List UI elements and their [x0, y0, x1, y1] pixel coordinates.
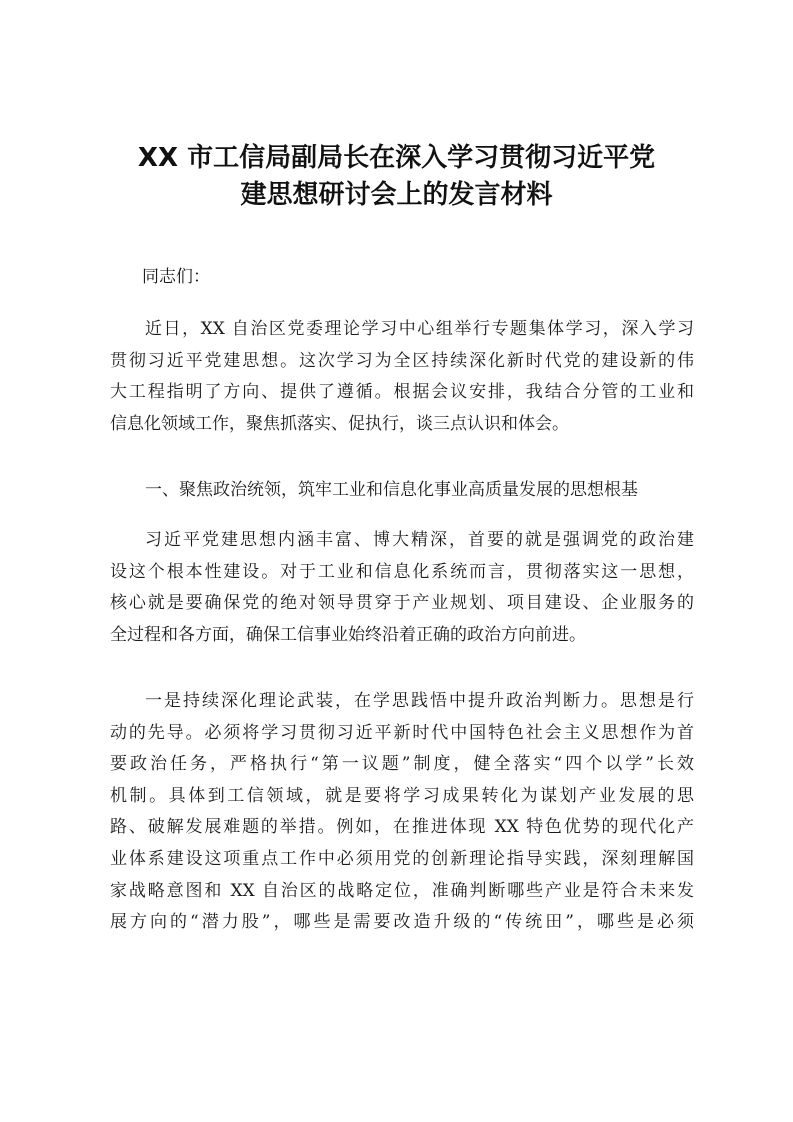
title-line-1: XX 市工信局副局长在深入学习贯彻习近平党: [137, 143, 656, 173]
paragraph-line: 核心就是要确保党的绝对领导贯穿于产业规划、项目建设、企业服务的: [110, 593, 694, 614]
section-heading-1: [110, 475, 694, 507]
paragraph-line: 全过程和各方面，确保工信事业始终沿着正确的政治方向前进。: [110, 624, 586, 645]
paragraph-line: 一是持续深化理论武装，在学思践悟中提升政治判断力。思想是行: [145, 691, 694, 711]
paragraph-line: 机制。具体到工信领域，就是要将学习成果转化为谋划产业发展的思: [110, 785, 694, 806]
greeting: 同志们：: [142, 267, 210, 287]
paragraph-section-1: [110, 525, 694, 651]
paragraph-line: 路、破解发展难题的举措。例如，在推进体现 XX 特色优势的现代化产: [110, 817, 694, 838]
paragraph-line: 要政治任务，严格执行“第一议题”制度，健全落实“四个以学”长效: [110, 754, 694, 775]
paragraph-line: 习近平党建思想内涵丰富、博大精深，首要的就是强调党的政治建: [145, 530, 694, 550]
paragraph-line: 贯彻习近平党建思想。这次学习为全区持续深化新时代党的建设新的伟: [110, 350, 694, 371]
paragraph-line: 信息化领域工作，聚焦抓落实、促执行，谈三点认识和体会。: [110, 413, 569, 434]
title-line-2: 建思想研讨会上的发言材料: [240, 180, 553, 210]
document-title: [100, 140, 693, 214]
paragraph-line: 展方向的“潜力股”，哪些是需要改造升级的“传统田”，哪些是必须: [110, 912, 694, 933]
paragraph-line: 家战略意图和 XX 自治区的战略定位，准确判断哪些产业是符合未来发: [110, 880, 694, 901]
paragraph-line: 设这个根本性建设。对于工业和信息化系统而言，贯彻落实这一思想，: [110, 561, 694, 582]
paragraph-line: 动的先导。必须将学习贯彻习近平新时代中国特色社会主义思想作为首: [110, 722, 694, 743]
section-heading-text: 一、聚焦政治统领，筑牢工业和信息化事业高质量发展的思想根基: [145, 480, 638, 500]
paragraph-line: 近日，XX 自治区党委理论学习中心组举行专题集体学习，深入学习: [145, 319, 694, 339]
paragraph-intro: [110, 314, 694, 440]
paragraph-line: 业体系建设这项重点工作中必须用党的创新理论指导实践，深刻理解国: [110, 848, 694, 869]
paragraph-line: 大工程指明了方向、提供了遵循。根据会议安排，我结合分管的工业和: [110, 382, 694, 403]
paragraph-point-1: [110, 686, 694, 939]
